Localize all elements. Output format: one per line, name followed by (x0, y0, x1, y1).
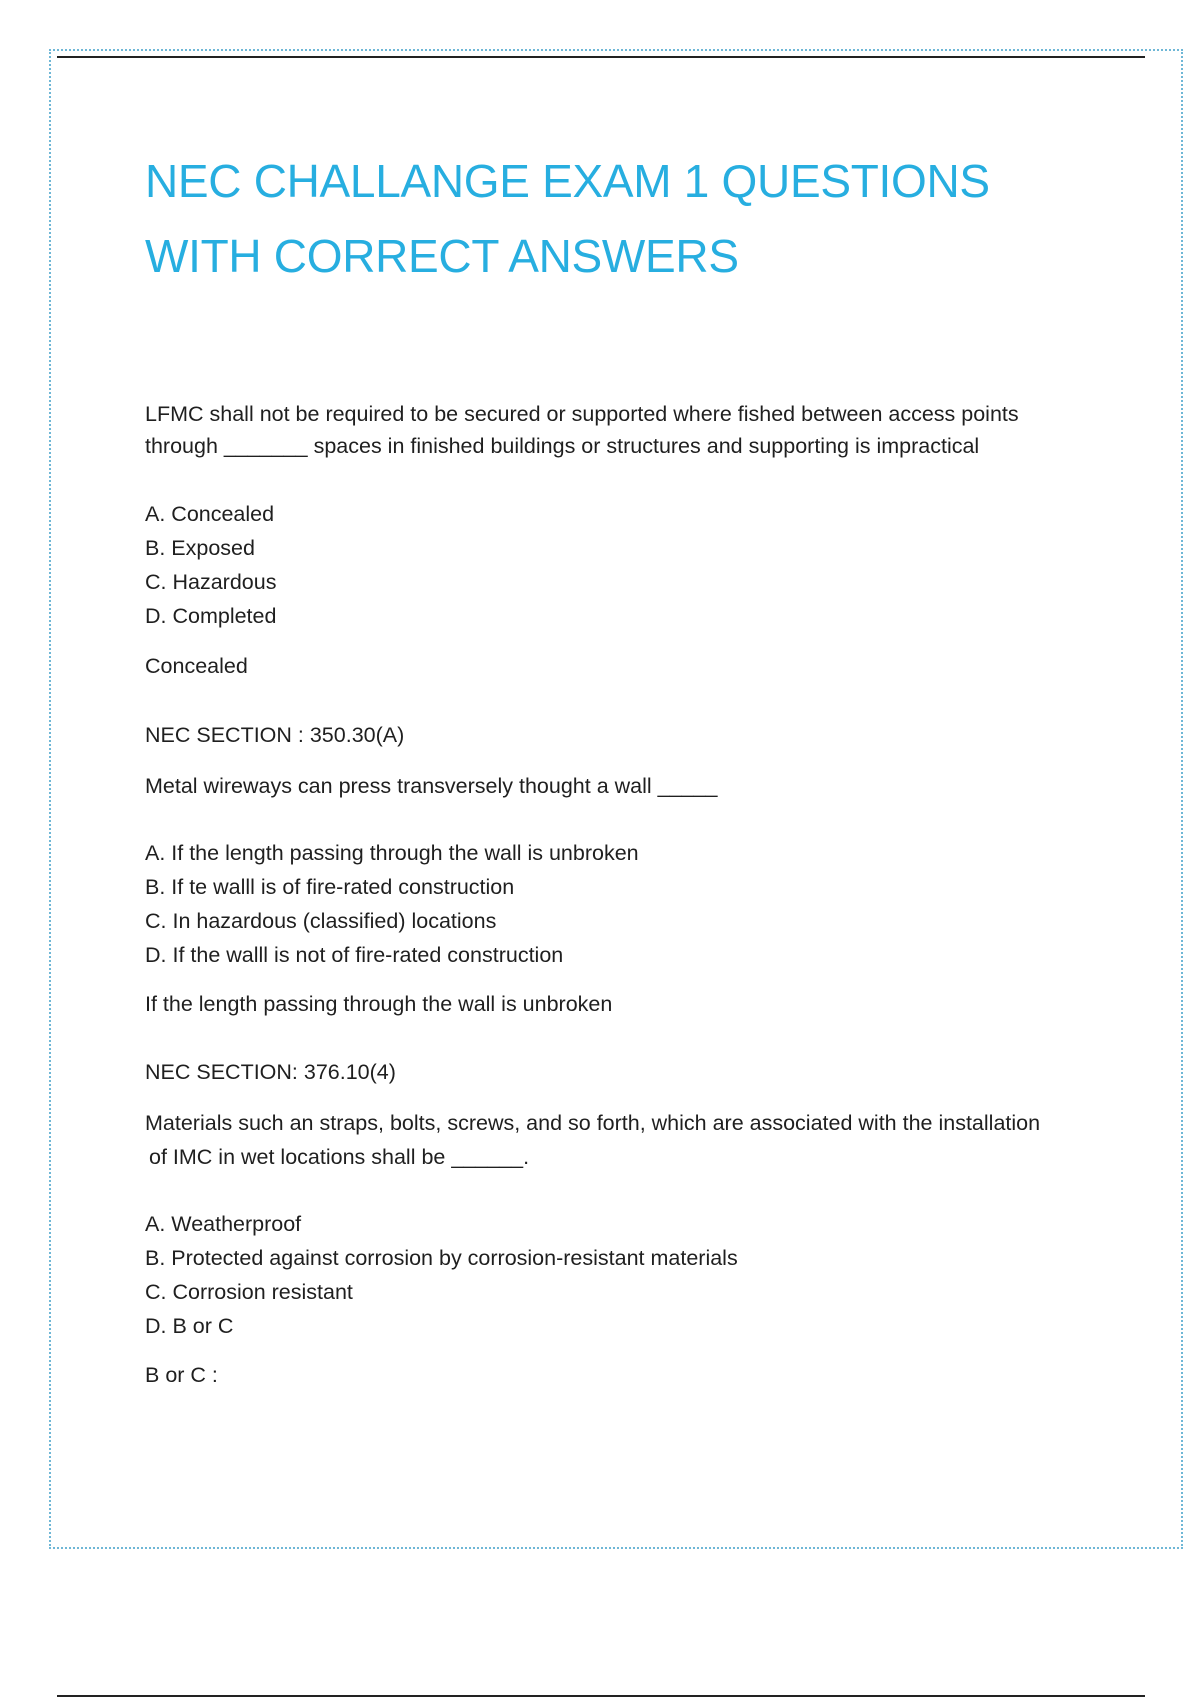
question-2-option-b: B. If te walll is of fire-rated construction (145, 875, 515, 899)
question-3-option-c: C. Corrosion resistant (145, 1280, 353, 1304)
question-3-option-d: D. B or C (145, 1314, 234, 1338)
question-2-section: NEC SECTION: 376.10(4) (145, 1060, 396, 1084)
question-3-option-a: A. Weatherproof (145, 1212, 302, 1236)
question-3-option-b: B. Protected against corrosion by corrosion-resistant materials (145, 1246, 738, 1270)
top-rule (57, 56, 1145, 58)
question-3-line-1: Materials such an straps, bolts, screws, and so forth, which are associated with the installation (145, 1111, 1041, 1135)
question-2-answer: If the length passing through the wall is unbroken (145, 992, 613, 1016)
question-2-option-a: A. If the length passing through the wall is unbroken (145, 841, 639, 865)
question-1-answer: Concealed (145, 654, 248, 678)
question-1-option-d: D. Completed (145, 604, 277, 628)
question-1-line-1: LFMC shall not be required to be secured or supported where fished between access points (145, 402, 1019, 426)
question-1-options (145, 497, 276, 633)
question-3-options (145, 1207, 738, 1343)
question-1-line-2: through _______ spaces in finished buildings or structures and supporting is impractical (145, 434, 980, 458)
question-1-option-b: B. Exposed (145, 536, 255, 560)
bottom-rule (57, 1695, 1145, 1697)
question-3-line-2: of IMC in wet locations shall be ______. (149, 1145, 530, 1169)
question-3-answer: B or C : (145, 1363, 218, 1387)
question-2-line-1: Metal wireways can press transversely thought a wall _____ (145, 774, 718, 798)
question-2-options (145, 836, 639, 972)
question-1-option-c: C. Hazardous (145, 570, 277, 594)
question-2-option-c: C. In hazardous (classified) locations (145, 909, 497, 933)
document-title: NEC CHALLANGE EXAM 1 QUESTIONS WITH CORRECT ANSWERS (145, 155, 990, 282)
question-2-option-d: D. If the walll is not of fire-rated construction (145, 943, 564, 967)
question-1-section: NEC SECTION : 350.30(A) (145, 723, 405, 747)
question-1-option-a: A. Concealed (145, 502, 275, 526)
